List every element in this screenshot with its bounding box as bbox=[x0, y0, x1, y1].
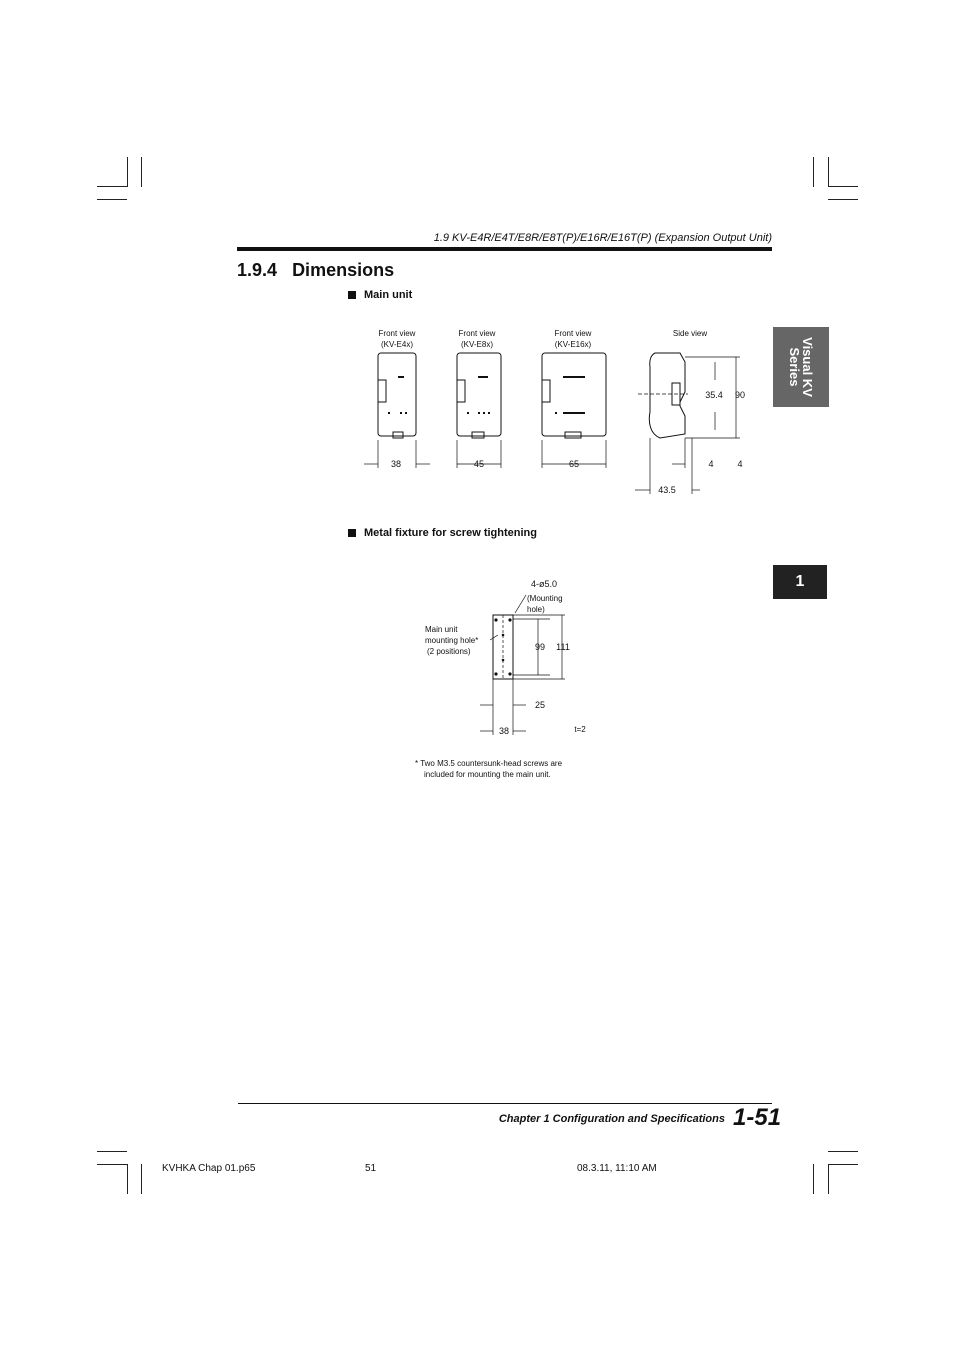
side-tab-line-1: Visual KV bbox=[800, 337, 815, 397]
file-name: KVHKA Chap 01.p65 bbox=[162, 1163, 256, 1174]
main-hole-1: Main unit bbox=[425, 625, 458, 634]
dim-38: 38 bbox=[498, 726, 510, 736]
crop-mark bbox=[813, 157, 814, 187]
fixture-heading bbox=[348, 527, 537, 539]
view-title-1: Front view bbox=[378, 329, 416, 338]
view-model-2: (KV-E8x) bbox=[460, 340, 494, 349]
running-header: 1.9 KV-E4R/E4T/E8R/E8T(P)/E16R/E16T(P) (Expansion Output Unit) bbox=[433, 232, 772, 244]
main-unit-heading bbox=[348, 289, 412, 301]
crop-mark bbox=[141, 157, 142, 187]
dim-25: 25 bbox=[534, 700, 546, 710]
main-unit-drawing bbox=[360, 322, 760, 502]
crop-mark bbox=[813, 1164, 814, 1194]
hole-note-2: hole) bbox=[527, 605, 545, 614]
crop-mark bbox=[828, 186, 858, 187]
main-hole-3: (2 positions) bbox=[427, 647, 471, 656]
main-unit-heading-text: Main unit bbox=[364, 289, 413, 301]
crop-mark bbox=[127, 1164, 128, 1194]
dim-side-offset-a: 4 bbox=[708, 459, 714, 469]
section-title bbox=[237, 260, 394, 281]
crop-mark bbox=[828, 199, 858, 200]
dim-99: 99 bbox=[534, 642, 546, 652]
footnote-line-2: included for mounting the main unit. bbox=[424, 770, 551, 779]
footnote-line-1: * Two M3.5 countersunk-head screws are bbox=[415, 759, 563, 768]
view-model-1: (KV-E4x) bbox=[380, 340, 414, 349]
main-hole-2: mounting hole* bbox=[425, 636, 479, 645]
fixture-drawing bbox=[420, 575, 610, 745]
section-name: Dimensions bbox=[292, 260, 395, 280]
dim-side-inner: 35.4 bbox=[705, 390, 723, 400]
dim-111: 111 bbox=[556, 642, 570, 652]
front-view-e16 bbox=[542, 353, 606, 436]
thickness: t=2 bbox=[574, 725, 586, 734]
side-view-title: Side view bbox=[672, 329, 708, 338]
chapter-tab: 1 bbox=[773, 565, 827, 599]
crop-mark bbox=[828, 1164, 858, 1165]
side-tab-line-2: Series bbox=[787, 347, 802, 387]
bullet-square-icon bbox=[348, 291, 356, 299]
dim-side-depth: 43.5 bbox=[658, 485, 676, 495]
crop-mark bbox=[97, 199, 127, 200]
crop-mark bbox=[97, 1151, 127, 1152]
view-title-2: Front view bbox=[458, 329, 496, 338]
hole-note-1: (Mounting bbox=[527, 594, 563, 603]
section-number: 1.9.4 bbox=[237, 260, 278, 280]
footnote bbox=[415, 758, 615, 780]
dim-side-height: 90 bbox=[734, 390, 746, 400]
front-view-e8 bbox=[457, 353, 501, 436]
crop-mark bbox=[828, 157, 829, 187]
dim-width-e8: 45 bbox=[473, 459, 485, 469]
front-view-e4 bbox=[378, 353, 416, 436]
view-model-3: (KV-E16x) bbox=[554, 340, 592, 349]
crop-mark bbox=[828, 1164, 829, 1194]
footer-rule bbox=[238, 1103, 772, 1104]
header-rule bbox=[237, 247, 772, 251]
crop-mark bbox=[828, 1151, 858, 1152]
side-tab-visual-kv bbox=[773, 327, 829, 407]
dim-width-e16: 65 bbox=[568, 459, 580, 469]
page-number: 1-51 bbox=[733, 1104, 782, 1131]
hole-label: 4-ø5.0 bbox=[531, 579, 558, 589]
footer-chapter: Chapter 1 Configuration and Specifications bbox=[498, 1113, 725, 1125]
crop-mark bbox=[97, 1164, 127, 1165]
bullet-square-icon bbox=[348, 529, 356, 537]
dim-side-offset-b: 4 bbox=[737, 459, 743, 469]
view-title-3: Front view bbox=[554, 329, 592, 338]
fixture-heading-text: Metal fixture for screw tightening bbox=[364, 527, 537, 539]
dim-width-e4: 38 bbox=[390, 459, 402, 469]
sheet-number: 51 bbox=[365, 1163, 377, 1174]
crop-mark bbox=[127, 157, 128, 187]
timestamp: 08.3.11, 11:10 AM bbox=[577, 1163, 657, 1174]
crop-mark bbox=[141, 1164, 142, 1194]
crop-mark bbox=[97, 186, 127, 187]
